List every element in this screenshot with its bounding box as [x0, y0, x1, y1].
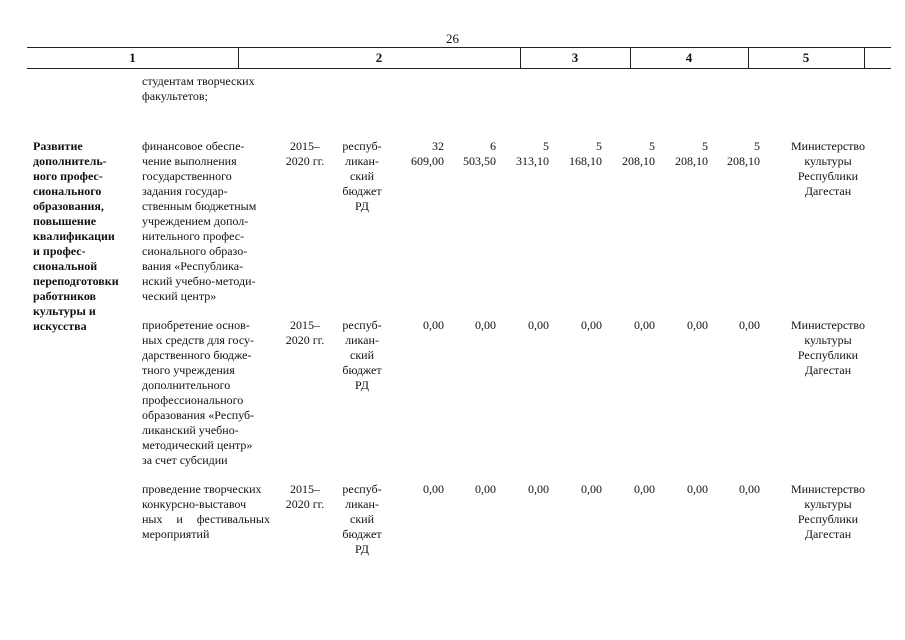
text-line: Дагестан: [804, 527, 852, 541]
header-col-3: 3: [571, 50, 579, 65]
text-line: сиональной: [33, 259, 98, 273]
text-line: культуры: [804, 154, 852, 168]
text-line: задания государ-: [142, 184, 228, 198]
header-divider: [864, 47, 865, 69]
text-line: 32: [432, 139, 444, 153]
text-line: ческий центр»: [142, 289, 217, 303]
row-1-value-total: [400, 139, 444, 169]
row-3-value-2015: 0,00: [475, 482, 496, 496]
text-line: мероприятий: [142, 527, 210, 541]
text-line: 2015–: [290, 482, 320, 496]
text-line: 5: [754, 139, 760, 153]
text-line: учреждением допол-: [142, 214, 249, 228]
row-3-value-2020: 0,00: [739, 482, 760, 496]
text-line: ственным бюджетным: [142, 199, 257, 213]
text-line: работников: [33, 289, 97, 303]
text-line: культуры: [804, 333, 852, 347]
row-2-value-total: 0,00: [423, 318, 444, 332]
text-line: 2015–: [290, 318, 320, 332]
text-line: приобретение основ-: [142, 318, 250, 332]
row-1-value-2020: [716, 139, 760, 169]
text-line: ликан-: [345, 333, 379, 347]
text-line: образования,: [33, 199, 104, 213]
text-line: образования «Респуб-: [142, 408, 255, 422]
text-line: финансовое обеспе-: [142, 139, 245, 153]
text-line: 6: [490, 139, 496, 153]
row-1-activity: [142, 139, 282, 304]
row-3-period: [278, 482, 332, 512]
row-2-value-2015: 0,00: [475, 318, 496, 332]
text-line: дополнитель-: [33, 154, 107, 168]
text-line: ский: [350, 512, 374, 526]
row-2-activity: [142, 318, 282, 468]
row-1-value-2016: [505, 139, 549, 169]
text-line: 5: [596, 139, 602, 153]
row-1-value-2018: [611, 139, 655, 169]
row-2-value-2017: 0,00: [581, 318, 602, 332]
row-3-executor: [780, 482, 876, 542]
text-line: респуб-: [342, 139, 382, 153]
text-line: сионального образо-: [142, 244, 248, 258]
text-line: культуры и: [33, 304, 96, 318]
text-line: респуб-: [342, 318, 382, 332]
row-3-value-total: 0,00: [423, 482, 444, 496]
text-line: ский: [350, 348, 374, 362]
text-line: тного учреждения: [142, 363, 235, 377]
text-line: студентам творческих: [142, 74, 255, 88]
text-line: 609,00: [411, 154, 444, 168]
text-line: повышение: [33, 214, 97, 228]
text-line: респуб-: [342, 482, 382, 496]
text-line: РД: [355, 542, 369, 556]
text-line: 208,10: [675, 154, 708, 168]
text-line: 313,10: [516, 154, 549, 168]
header-bottom-rule: [27, 68, 891, 69]
text-line: РД: [355, 199, 369, 213]
text-line: 5: [649, 139, 655, 153]
text-line: вания «Республика-: [142, 259, 244, 273]
text-line: сионального: [33, 184, 102, 198]
intro-text: [142, 74, 255, 104]
text-line: Республики: [797, 169, 859, 183]
row-1-period: [278, 139, 332, 169]
text-line: ных средств для госу-: [142, 333, 255, 347]
text-line: Министерство: [791, 482, 865, 496]
text-line: нительного профес-: [142, 229, 245, 243]
text-line: 5: [702, 139, 708, 153]
text-line: Дагестан: [804, 363, 852, 377]
text-line: переподготовки: [33, 274, 119, 288]
text-line: 208,10: [622, 154, 655, 168]
text-line: за счет субсидии: [142, 453, 228, 467]
text-line: профессионального: [142, 393, 244, 407]
text-line: 2020 гг.: [285, 497, 325, 511]
text-line: 2020 гг.: [285, 333, 325, 347]
text-line: бюджет: [342, 184, 382, 198]
text-line: 168,10: [569, 154, 602, 168]
row-2-period: [278, 318, 332, 348]
text-line: конкурсно-выставоч: [142, 497, 247, 511]
text-line: ский: [350, 169, 374, 183]
row-1-value-2015: [452, 139, 496, 169]
text-line: Развитие: [33, 139, 83, 153]
row-3-value-2018: 0,00: [634, 482, 655, 496]
text-line: Республики: [797, 512, 859, 526]
text-line: и профес-: [33, 244, 86, 258]
text-line: искусства: [33, 319, 87, 333]
text-line: 208,10: [727, 154, 760, 168]
row-1-source: [334, 139, 390, 214]
row-2-value-2020: 0,00: [739, 318, 760, 332]
text-line: проведение творческих: [142, 482, 262, 496]
text-line: ликан-: [345, 154, 379, 168]
text-line: 5: [543, 139, 549, 153]
text-line: 2015–: [290, 139, 320, 153]
text-line: дополнительного: [142, 378, 231, 392]
text-line: методический центр»: [142, 438, 253, 452]
text-line: ных и фестивальных: [142, 512, 270, 526]
row-1-executor: [780, 139, 876, 199]
row-2-executor: [780, 318, 876, 378]
text-line: Дагестан: [804, 184, 852, 198]
text-line: РД: [355, 378, 369, 392]
header-top-rule: [27, 47, 891, 48]
text-line: 2020 гг.: [285, 154, 325, 168]
row-3-value-2016: 0,00: [528, 482, 549, 496]
text-line: ликанский учебно-: [142, 423, 239, 437]
text-line: бюджет: [342, 527, 382, 541]
row-2-value-2016: 0,00: [528, 318, 549, 332]
text-line: квалификации: [33, 229, 115, 243]
text-line: государственного: [142, 169, 232, 183]
row-3-value-2017: 0,00: [581, 482, 602, 496]
text-line: Министерство: [791, 139, 865, 153]
row-2-value-2018: 0,00: [634, 318, 655, 332]
text-line: нский учебно-методи-: [142, 274, 256, 288]
section-title: [33, 139, 133, 334]
row-3-value-2019: 0,00: [687, 482, 708, 496]
text-line: Министерство: [791, 318, 865, 332]
row-3-source: [334, 482, 390, 557]
text-line: дарственного бюдже-: [142, 348, 252, 362]
text-line: ного профес-: [33, 169, 103, 183]
row-2-source: [334, 318, 390, 393]
row-1-value-2019: [664, 139, 708, 169]
text-line: чение выполнения: [142, 154, 237, 168]
text-line: Республики: [797, 348, 859, 362]
text-line: 503,50: [463, 154, 496, 168]
text-line: факультетов;: [142, 89, 208, 103]
header-col-4: 4: [685, 50, 693, 65]
text-line: ликан-: [345, 497, 379, 511]
row-3-activity: [142, 482, 282, 542]
text-line: культуры: [804, 497, 852, 511]
text-line: бюджет: [342, 363, 382, 377]
header-col-2: 2: [375, 50, 383, 65]
row-1-value-2017: [558, 139, 602, 169]
header-col-1: 1: [129, 50, 136, 65]
row-2-value-2019: 0,00: [687, 318, 708, 332]
page-number: 26: [446, 31, 459, 46]
header-col-5: 5: [802, 50, 810, 65]
